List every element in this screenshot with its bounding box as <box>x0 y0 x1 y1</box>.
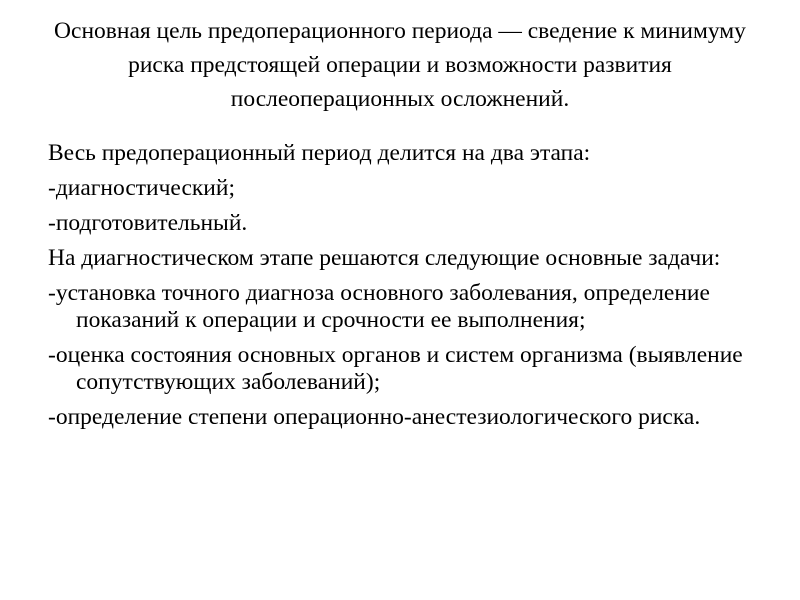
paragraph-diagnostic-stage: -диагностический; <box>48 175 235 201</box>
paragraph-task-risk: -определение степени операционно-анестезиологического риска. <box>48 404 701 430</box>
slide-body <box>48 140 768 439</box>
paragraph-stages-intro: Весь предоперационный период делится на два этапа: <box>48 140 591 166</box>
paragraph-task-diagnosis: -установка точного диагноза основного заболевания, определение показаний к операции и срочности ее выполнения; <box>48 280 710 333</box>
paragraph-task-organ-assessment: -оценка состояния основных органов и систем организма (выявление сопутствующих заболеваний); <box>48 342 743 395</box>
slide-title: Основная цель предоперационного периода — сведение к минимуму риска предстоящей операции и возможности развития послеоперационных осложнений. <box>54 18 746 112</box>
paragraph-tasks-intro: На диагностическом этапе решаются следующие основные задачи: <box>48 245 721 271</box>
paragraph-preparatory-stage: -подготовительный. <box>48 210 248 236</box>
